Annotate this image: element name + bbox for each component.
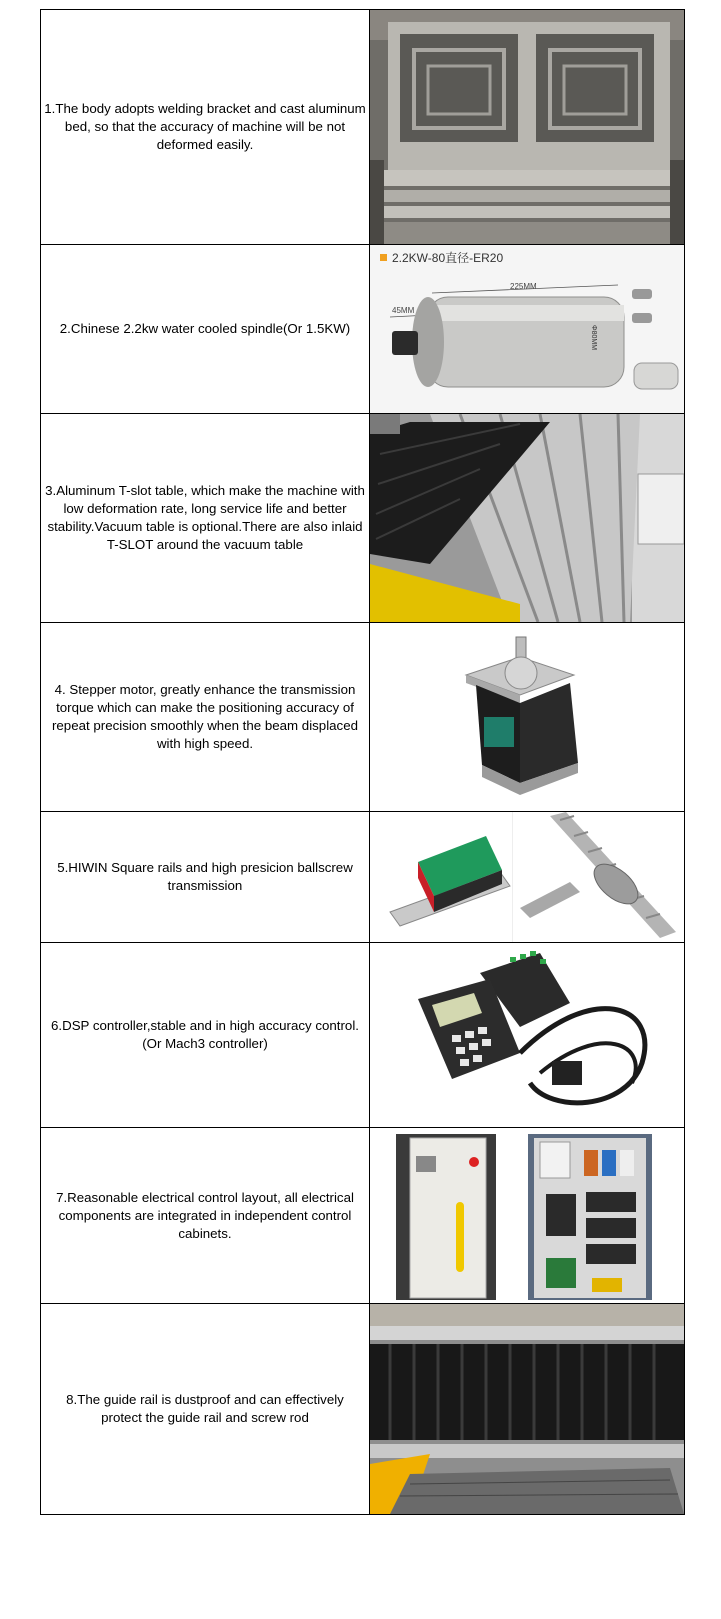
water-cooled-spindle-photo xyxy=(370,245,685,414)
rail-and-ballscrew-photo xyxy=(370,812,685,943)
feature-row xyxy=(41,623,685,812)
feature-row xyxy=(41,1304,685,1515)
feature-row xyxy=(41,943,685,1128)
feature-row xyxy=(41,414,685,623)
dustproof-guide-rail-photo xyxy=(370,1304,685,1515)
spindle-length-label: 225MM xyxy=(510,282,537,291)
control-cabinet-photo xyxy=(370,1128,685,1304)
feature-text: 7.Reasonable electrical control layout, all electrical components are integrated in independent control cabinets. xyxy=(41,1128,370,1304)
feature-table xyxy=(40,9,685,1515)
feature-text: 5.HIWIN Square rails and high presicion ballscrew transmission xyxy=(41,812,370,943)
feature-text: 3.Aluminum T-slot table, which make the machine with low deformation rate, long service life and better stability.Vacuum table is optional.There are also inlaid T-SLOT around the vacuum table xyxy=(41,414,370,623)
feature-text: 2.Chinese 2.2kw water cooled spindle(Or 1.5KW) xyxy=(41,245,370,414)
feature-row xyxy=(41,1128,685,1304)
t-slot-table-photo xyxy=(370,414,685,623)
cast-aluminum-bed-photo xyxy=(370,10,685,245)
feature-row xyxy=(41,812,685,943)
feature-row xyxy=(41,245,685,414)
feature-text: 6.DSP controller,stable and in high accuracy control.(Or Mach3 controller) xyxy=(41,943,370,1128)
feature-row xyxy=(41,10,685,245)
spindle-title-label: 2.2KW-80直径-ER20 xyxy=(392,251,504,265)
feature-text: 8.The guide rail is dustproof and can effectively protect the guide rail and screw rod xyxy=(41,1304,370,1515)
feature-text: 4. Stepper motor, greatly enhance the transmission torque which can make the positioning accuracy of repeat precision smoothly when the beam displaced with high speed. xyxy=(41,623,370,812)
dsp-controller-photo xyxy=(370,943,685,1128)
feature-text: 1.The body adopts welding bracket and cast aluminum bed, so that the accuracy of machine will be not deformed easily. xyxy=(41,10,370,245)
spindle-nose-label: 45MM xyxy=(392,306,415,315)
stepper-motor-photo xyxy=(370,623,685,812)
spindle-diameter-label: Φ80MM xyxy=(590,325,597,351)
